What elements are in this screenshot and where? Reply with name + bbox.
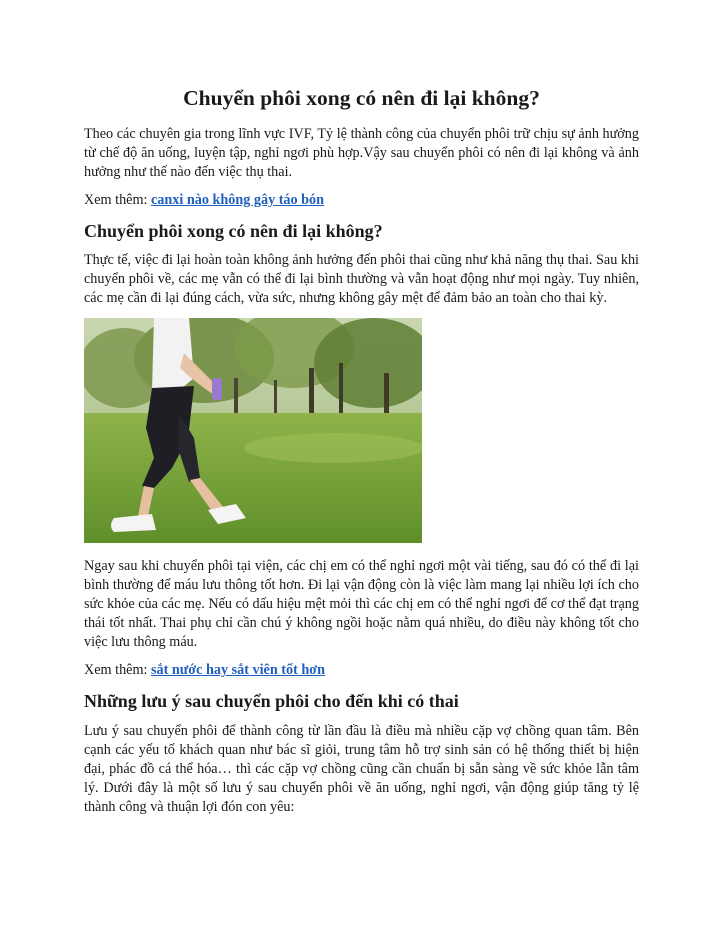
section-1-paragraph: Thực tế, việc đi lại hoàn toàn không ảnh hưởng đến phôi thai cũng như khả năng thụ thai. Sau khi chuyển phôi về, các mẹ vẫn có thể đi lại bình thường và vẫn hoạt động như mọi ngày. Tuy nhiên, các mẹ cần đi lại đúng cách, vừa sức, nhưng không gây mệt để đảm bảo an toàn cho thai kỳ. — [84, 252, 639, 307]
section-2-heading: Những lưu ý sau chuyển phôi cho đến khi có thai — [84, 691, 459, 712]
document-page — [84, 86, 639, 826]
see-more-2 — [84, 661, 639, 680]
see-more-1 — [84, 191, 639, 210]
section-2-paragraph: Lưu ý sau chuyển phôi để thành công từ lần đầu là điều mà nhiều cặp vợ chồng quan tâm. Bên cạnh các yếu tố khách quan như bác sĩ giỏi, trung tâm hỗ trợ sinh sản có hệ thống thiết bị hiện đại, phác đồ cá thể hóa… thì các cặp vợ chồng cũng cần chuẩn bị sẵn sàng về sức khỏe lẫn tâm lý. Dưới đây là một số lưu ý sau chuyển phôi về ăn uống, nghỉ ngơi, vận động giúp tăng tỷ lệ thành công và thuận lợi đón con yêu: — [84, 722, 639, 815]
intro-paragraph: Theo các chuyên gia trong lĩnh vực IVF, Tỷ lệ thành công của chuyển phôi trữ chịu sự ảnh hưởng từ chế độ ăn uống, luyện tập, nghỉ ngơi phù hợp.Vậy sau chuyển phôi có nên đi lại không và ảnh hưởng như thế nào đến việc thụ thai. — [84, 125, 639, 180]
see-more-prefix: Xem thêm: — [84, 191, 151, 208]
see-more-prefix: Xem thêm: — [84, 662, 151, 679]
walking-woman-photo — [84, 318, 422, 543]
section-1-heading: Chuyển phôi xong có nên đi lại không? — [84, 220, 383, 241]
document-title: Chuyển phôi xong có nên đi lại không? — [183, 86, 540, 110]
see-more-link-iron[interactable]: sắt nước hay sắt viên tốt hơn — [150, 662, 325, 679]
see-more-link-calcium[interactable]: canxi nào không gây táo bón — [150, 191, 325, 208]
paragraph-after-photo: Ngay sau khi chuyển phôi tại viện, các chị em có thể nghỉ ngơi một vài tiếng, sau đó có thể đi lại bình thường để máu lưu thông tốt hơn. Đi lại vận động còn là việc làm mang lại nhiều lợi ích cho sức khỏe của các mẹ. Nếu có dấu hiệu mệt mỏi thì các chị em có thể nghỉ ngơi để cơ thể đạt trạng thái tốt nhất. Thai phụ chỉ cần chú ý không ngồi hoặc nằm quá nhiều, do điều này không tốt cho việc lưu thông máu. — [84, 558, 639, 651]
